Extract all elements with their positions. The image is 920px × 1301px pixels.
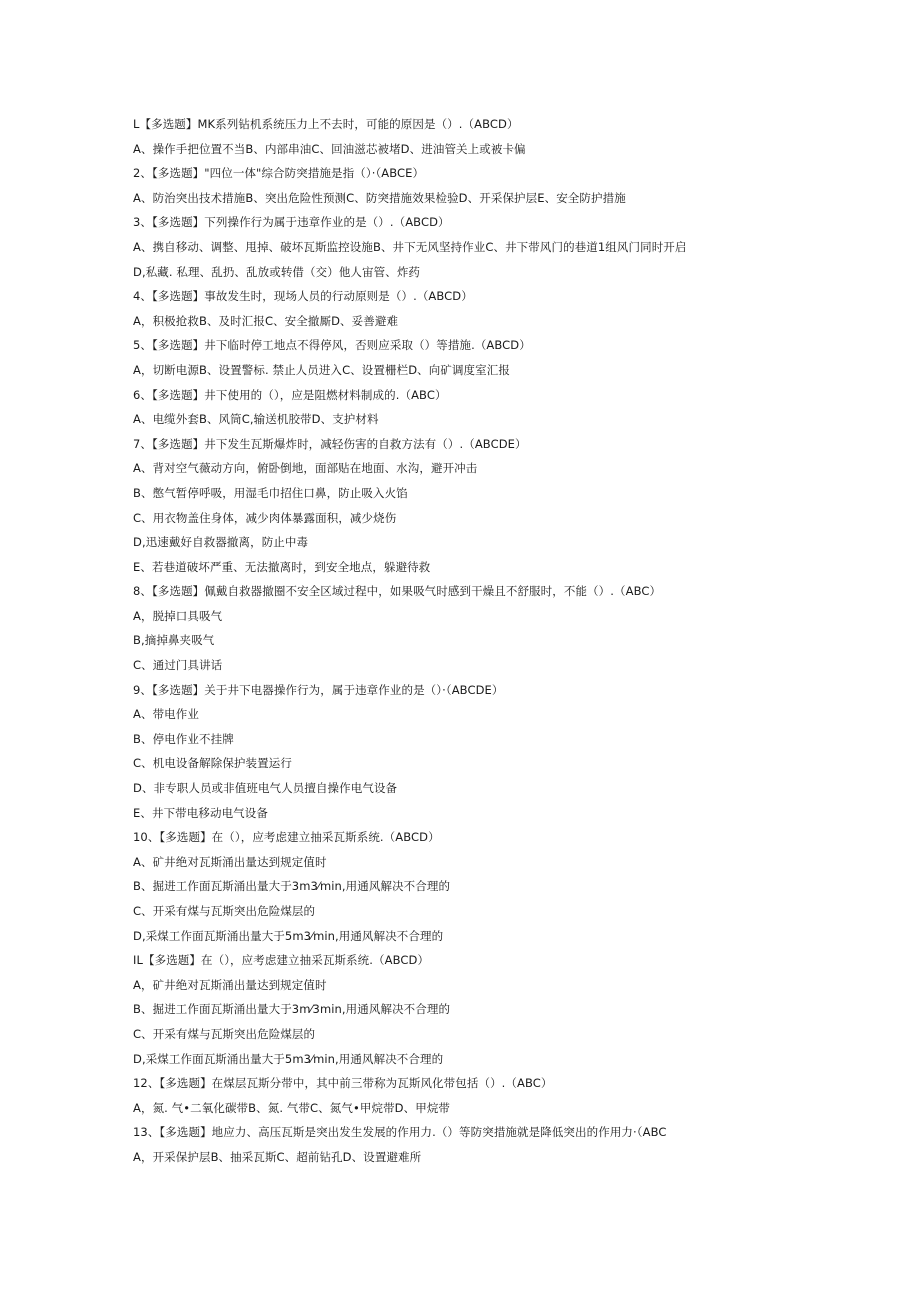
- answer-option-line: C、机电设备解除保护装置运行: [133, 756, 292, 771]
- question-text-line: 13、【多选题】地应力、高压瓦斯是突出发生发展的作用力.（）等防突措施就是降低突出的作用力·（ABC: [133, 1125, 667, 1140]
- answer-option-line: B、掘进工作面瓦斯涌出量大于3m⁄3min,用通风解决不合理的: [133, 1002, 451, 1017]
- question-text-line: L【多选题】MK系列钻机系统压力上不去时，可能的原因是（）.（ABCD）: [133, 117, 519, 131]
- answer-option-line: C、开采有煤与瓦斯突出危险煤层的: [133, 1026, 316, 1041]
- question-text-line: 4、【多选题】事故发生时，现场人员的行动原则是（）.（ABCD）: [133, 289, 473, 304]
- question-text-line: 7、【多选题】井下发生瓦斯爆炸时，减轻伤害的自救方法有（）.（ABCDE）: [133, 436, 527, 451]
- answer-option-line: E、若巷道破坏严重、无法撤离时，到安全地点，躲避待救: [133, 559, 431, 574]
- answer-options-line: A，切断电源B、设置警标. 禁止人员进入C、设置栅栏D、向矿调度室汇报: [133, 362, 510, 377]
- answer-options-line: A，开采保护层B、抽采瓦斯C、超前钻孔D、设置避难所: [133, 1149, 422, 1164]
- question-text-line: 3、【多选题】下列操作行为属于违章作业的是（）.（ABCD）: [133, 215, 450, 230]
- question-text-line: 12、【多选题】在煤层瓦斯分带中，其中前三带称为瓦斯风化带包括（）.（ABC）: [133, 1076, 553, 1091]
- answer-option-line: D、非专职人员或非值班电气人员擅自操作电气设备: [133, 781, 398, 796]
- answer-option-line: B、停电作业不挂牌: [133, 731, 234, 746]
- answer-option-line: A、背对空气薇动方向，俯卧倒地，面部贴在地面、水沟，避开冲击: [133, 461, 478, 476]
- answer-option-line: D,采煤工作面瓦斯涌出量大于5m3⁄min,用通风解决不合理的: [133, 1051, 444, 1066]
- question-text-line: 9、【多选题】关于井下电器操作行为，属于违章作业的是（）·（ABCDE）: [133, 682, 504, 697]
- answer-options-line: D,私藏. 私理、乱扔、乱放或转借（交）他人宙管、炸药: [133, 264, 421, 279]
- answer-option-line: C、通过门具讲话: [133, 658, 223, 673]
- answer-options-line: A，氮. 气•二氧化碳带B、氮. 气带C、氮气•甲烷带D、甲烷带: [133, 1100, 451, 1115]
- answer-options-line: A、携自移动、调整、甩掉、破坏瓦斯监控设施B、井下无风坚持作业C、井下带风门的巷道1组风门同时开启: [133, 239, 687, 254]
- question-text-line: 8、【多选题】佩戴自救器撤圈不安全区域过程中，如果吸气时感到干燥且不舒服时，不能（）.（ABC）: [133, 584, 662, 599]
- question-text-line: 6、【多选题】井下使用的（），应是阻燃材料制成的.（ABC）: [133, 387, 447, 402]
- question-text-line: 5、【多选题】井下临时停工地点不得停风，否则应采取（）等措施.（ABCD）: [133, 338, 531, 353]
- answer-option-line: C、用衣物盖住身体，减少肉体暴露面积，减少烧伤: [133, 510, 397, 525]
- question-text-line: 2、【多选题】"四位一体"综合防突措施是指（）·（ABCE）: [133, 166, 425, 181]
- answer-option-line: A、矿井绝对瓦斯涌出量达到规定值时: [133, 854, 327, 869]
- answer-option-line: B,摘掉鼻夹吸气: [133, 633, 215, 648]
- question-text-line: IL【多选题】在（），应考虑建立抽采瓦斯系统.（ABCD）: [133, 953, 430, 968]
- answer-options-line: A，积极抢救B、及时汇报C、安全撤厮D、妥善避难: [133, 313, 399, 328]
- answer-option-line: C、开采有煤与瓦斯突出危险煤层的: [133, 904, 316, 918]
- answer-options-line: A、电缆外套B、风筒C,输送机胶带D、支护材料: [133, 412, 379, 427]
- answer-option-line: A，矿井绝对瓦斯涌出量达到规定值时: [133, 977, 327, 992]
- question-text-line: 10、【多选题】在（），应考虑建立抽采瓦斯系统.（ABCD）: [133, 830, 440, 845]
- answer-options-line: A、防治突出技术措施B、突出危险性预测C、防突措施效果检验D、开采保护层E、安全防护措施: [133, 190, 626, 205]
- answer-option-line: B、掘进工作面瓦斯涌出量大于3m3⁄min,用通风解决不合理的: [133, 879, 451, 894]
- question-list: [133, 114, 893, 1172]
- answer-option-line: D,采煤工作面瓦斯涌出量大于5m3⁄min,用通风解决不合理的: [133, 928, 444, 943]
- answer-option-line: D,迅速戴好自救器撤离，防止中毒: [133, 535, 309, 550]
- answer-option-line: E、井下带电移动电气设备: [133, 805, 268, 820]
- answer-option-line: B、憋气暂停呼吸，用湿毛巾招住口鼻，防止吸入火馅: [133, 485, 408, 500]
- answer-option-line: A、带电作业: [133, 707, 199, 722]
- answer-option-line: A，脱掉口具吸气: [133, 608, 223, 623]
- answer-options-line: A、操作手把位置不当B、内部串油C、回油滋芯被堵D、进油管关上或被卡偏: [133, 141, 526, 156]
